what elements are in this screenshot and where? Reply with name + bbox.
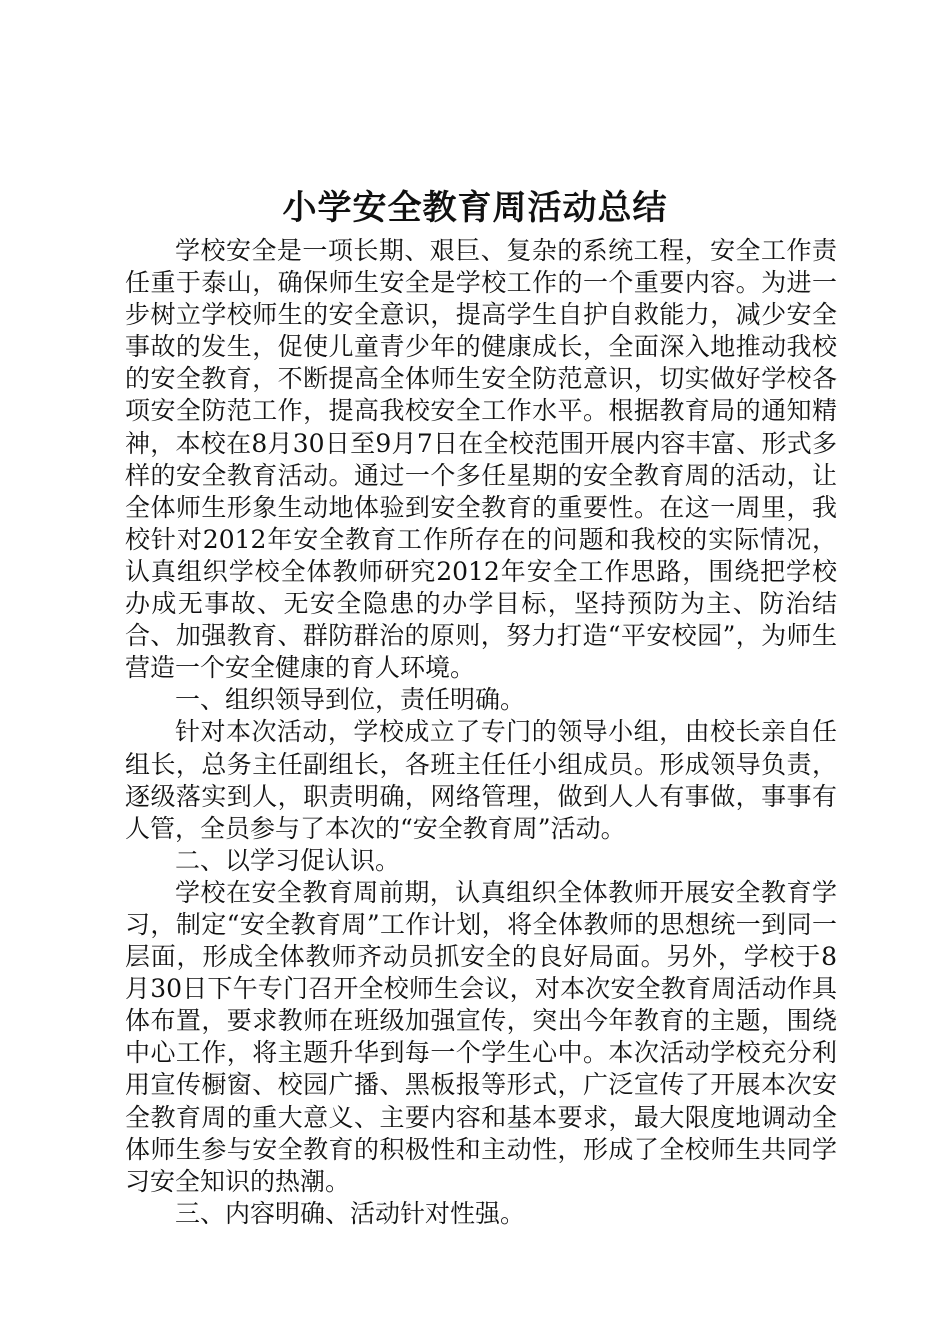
section-heading-3: 三、内容明确、活动针对性强。 [175, 1198, 526, 1228]
section-heading-1: 一、组织领导到位，责任明确。 [175, 685, 526, 715]
paragraph-intro: 学校安全是一项长期、艰巨、复杂的系统工程，安全工作责任重于泰山，确保师生安全是学校工作的一个重要内容。为进一步树立学校师生的安全意识，提高学生自护自救能力，减少安全事故的发生，促使儿童青少年的健康成长，全面深入地推动我校的安全教育，不断提高全体师生安全防范意识，切实做好学校各项安全防范工作，提高我校安全工作水平。根据教育局的通知精神，本校在8月30日至9月7日在全校范围开展内容丰富、形式多样的安全教育活动。通过一个多任星期的安全教育周的活动，让全体师生形象生动地体验到安全教育的重要性。在这一周里，我校针对2012年安全教育工作所存在的问题和我校的实际情况，认真组织学校全体教师研究2012年安全工作思路，围绕把学校办成无事故、无安全隐患的办学目标，坚持预防为主、防治结合、加强教育、群防群治的原则，努力打造“平安校园”，为师生营造一个安全健康的育人环境。 [125, 236, 837, 683]
document-body [125, 235, 837, 1230]
section-heading-2: 二、以学习促认识。 [175, 845, 401, 875]
document-title: 小学安全教育周活动总结 [282, 188, 668, 228]
paragraph-section-2: 学校在安全教育周前期，认真组织全体教师开展安全教育学习，制定“安全教育周”工作计划，将全体教师的思想统一到同一层面，形成全体教师齐动员抓安全的良好局面。另外，学校于8月30日下午专门召开全校师生会议，对本次安全教育周活动作具体布置，要求教师在班级加强宣传，突出今年教育的主题，围绕中心工作，将主题升华到每一个学生心中。本次活动学校充分利用宣传橱窗、校园广播、黑板报等形式，广泛宣传了开展本次安全教育周的重大意义、主要内容和基本要求，最大限度地调动全体师生参与安全教育的积极性和主动性，形成了全校师生共同学习安全知识的热潮。 [125, 877, 837, 1196]
paragraph-section-1: 针对本次活动，学校成立了专门的领导小组，由校长亲自任组长，总务主任副组长，各班主任任小组成员。形成领导负责，逐级落实到人，职责明确，网络管理，做到人人有事做，事事有人管，全员参与了本次的“安全教育周”活动。 [125, 717, 837, 843]
